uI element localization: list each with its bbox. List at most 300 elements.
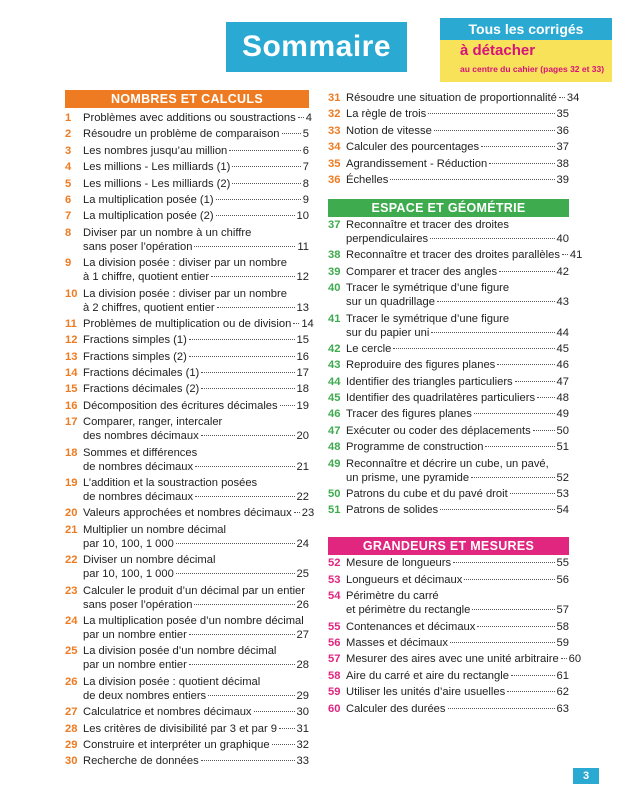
toc-entry-body xyxy=(346,702,569,716)
toc-entry xyxy=(328,107,569,121)
toc-entry-title: Tracer le symétrique d’une figure xyxy=(346,282,510,295)
toc-entry-line xyxy=(83,675,309,689)
toc-entry-title: Échelles xyxy=(346,173,389,186)
toc-entry-body xyxy=(83,476,309,504)
toc-entry-number: 31 xyxy=(328,92,341,104)
toc-entry-body xyxy=(346,342,569,356)
toc-entry-body xyxy=(83,705,309,719)
toc-entry-title: et périmètre du rectangle xyxy=(346,604,471,617)
toc-leader-dots xyxy=(510,493,555,494)
toc-entry-title: sans poser l’opération xyxy=(83,598,193,611)
toc-entry-title: Fractions décimales (1) xyxy=(83,367,200,380)
toc-entry-body xyxy=(346,589,569,617)
toc-entry-number: 3 xyxy=(65,144,72,157)
toc-entry-body xyxy=(346,107,569,121)
toc-entry-body xyxy=(346,157,569,171)
toc-entry xyxy=(65,738,309,752)
toc-entry xyxy=(328,620,569,634)
toc-entry-number: 53 xyxy=(328,573,341,586)
toc-entry xyxy=(328,358,569,372)
corriges-heading: Tous les corrigés xyxy=(440,18,612,40)
toc-entry-page: 23 xyxy=(301,507,315,520)
toc-entry-body xyxy=(346,620,569,634)
toc-entry-page: 24 xyxy=(296,537,309,550)
toc-entry-title: Programme de construction xyxy=(346,441,484,454)
toc-entry-line xyxy=(83,506,315,520)
toc-entry xyxy=(328,391,569,405)
toc-entry-page: 33 xyxy=(296,755,309,768)
toc-entry-body xyxy=(346,457,569,485)
toc-entry-line xyxy=(83,614,309,628)
toc-entry-body xyxy=(346,173,569,187)
toc-entry-number: 24 xyxy=(65,614,78,627)
toc-entry-number: 50 xyxy=(328,488,341,501)
toc-entry-title: par 10, 100, 1 000 xyxy=(83,568,174,581)
toc-entry-line xyxy=(83,226,309,240)
toc-entry-line xyxy=(346,281,569,295)
toc-entry xyxy=(328,652,582,666)
toc-entry-line xyxy=(346,107,569,121)
toc-entry xyxy=(328,487,569,501)
toc-entry-number: 19 xyxy=(65,477,78,490)
toc-entry-line xyxy=(346,503,569,517)
toc-entry-page: 54 xyxy=(556,504,569,517)
toc-entry-body xyxy=(83,127,309,141)
toc-entry-body xyxy=(346,556,569,570)
toc-entry-line xyxy=(346,669,569,683)
toc-entry-number: 59 xyxy=(328,686,341,699)
toc-entry-line xyxy=(346,173,569,187)
toc-entry xyxy=(65,209,309,223)
toc-leader-dots xyxy=(485,446,554,447)
toc-entry-page: 43 xyxy=(556,296,569,309)
toc-entry-line xyxy=(83,738,309,752)
toc-entry-title: Aire du carré et aire du rectangle xyxy=(346,669,509,682)
toc-entry xyxy=(65,333,309,347)
toc-entry-body xyxy=(346,91,580,105)
toc-entry-line xyxy=(346,342,569,356)
toc-entry xyxy=(65,614,309,642)
toc-entry-number: 22 xyxy=(65,554,78,567)
toc-entry-line xyxy=(83,446,309,460)
toc-entry-body xyxy=(83,754,309,768)
toc-entry-page: 5 xyxy=(302,128,309,141)
toc-entry-body xyxy=(83,675,309,703)
toc-entry-line xyxy=(346,424,569,438)
toc-entry-title: Diviser par un nombre à un chiffre xyxy=(83,226,252,239)
toc-entry-number: 37 xyxy=(328,218,341,231)
toc-entry-title: Les critères de divisibilité par 3 et par 9 xyxy=(83,722,278,735)
toc-entry-line xyxy=(346,652,582,666)
toc-entry-title: Contenances et décimaux xyxy=(346,620,476,633)
toc-entry-line xyxy=(346,685,569,699)
toc-entry-title: Utiliser les unités d’aire usuelles xyxy=(346,686,506,699)
toc-leader-dots xyxy=(201,760,295,761)
toc-entry-line xyxy=(83,415,309,429)
toc-entry-line xyxy=(83,705,309,719)
toc-entry-page: 7 xyxy=(302,161,309,174)
toc-entry-line xyxy=(83,301,309,315)
toc-entry-body xyxy=(346,424,569,438)
section-header-espace: ESPACE ET GÉOMÉTRIE xyxy=(328,199,569,217)
toc-entry-line xyxy=(83,240,309,254)
toc-entry-number: 38 xyxy=(328,249,341,262)
toc-entry-number: 32 xyxy=(328,108,341,121)
toc-entry-page: 35 xyxy=(556,108,569,121)
section-header-nombres: NOMBRES ET CALCULS xyxy=(65,90,309,108)
toc-entry-number: 60 xyxy=(328,702,341,715)
toc-entry-page: 9 xyxy=(302,193,309,206)
toc-entry-body xyxy=(83,226,309,254)
toc-entry-body xyxy=(83,160,309,174)
toc-entry xyxy=(328,248,583,262)
toc-entry xyxy=(65,256,309,284)
toc-entry-line xyxy=(346,636,569,650)
toc-entry-page: 42 xyxy=(556,265,569,278)
toc-entry xyxy=(328,503,569,517)
toc-entry-title: Fractions décimales (2) xyxy=(83,383,200,396)
toc-entry-title: La division posée : quotient décimal xyxy=(83,675,261,688)
toc-entry-body xyxy=(346,375,569,389)
toc-entry-page: 31 xyxy=(296,722,309,735)
toc-entry-line xyxy=(83,177,309,191)
toc-entry-page: 8 xyxy=(302,177,309,190)
toc-entry-title: Les millions - Les milliards (2) xyxy=(83,177,231,190)
toc-entry-title: Périmètre du carré xyxy=(346,590,439,603)
toc-entry-line xyxy=(346,702,569,716)
toc-entry-line xyxy=(83,399,309,413)
toc-entry-line xyxy=(83,567,309,581)
toc-entry xyxy=(328,556,569,570)
toc-entry-number: 48 xyxy=(328,441,341,454)
toc-leader-dots xyxy=(232,183,300,184)
toc-entry-line xyxy=(83,193,309,207)
toc-entry-title: L’addition et la soustraction posées xyxy=(83,477,258,490)
toc-entry-number: 51 xyxy=(328,504,341,517)
toc-entry-page: 62 xyxy=(556,686,569,699)
toc-leader-dots xyxy=(189,634,295,635)
toc-entry-title: un prisme, une pyramide xyxy=(346,471,470,484)
toc-leader-dots xyxy=(282,133,301,134)
toc-entry-title: Reconnaître et tracer des droites parallèles xyxy=(346,249,560,262)
toc-entry-title: La division posée : diviser par un nombre xyxy=(83,257,287,270)
toc-leader-dots xyxy=(428,113,554,114)
toc-entry-page: 29 xyxy=(296,689,309,702)
toc-entry xyxy=(65,644,309,672)
toc-entry-number: 14 xyxy=(65,367,78,380)
toc-entry-body xyxy=(346,652,582,666)
toc-entry-number: 52 xyxy=(328,557,341,570)
toc-entry-title: Construire et interpréter un graphique xyxy=(83,738,270,751)
toc-entry-page: 44 xyxy=(556,326,569,339)
toc-entry xyxy=(65,317,314,331)
toc-entry-title: Patrons du cube et du pavé droit xyxy=(346,488,508,501)
toc-entry-title: perpendiculaires xyxy=(346,232,429,245)
toc-entry-page: 45 xyxy=(556,342,569,355)
toc-entry-line xyxy=(83,523,309,537)
toc-entry-line xyxy=(83,333,309,347)
toc-entry-page: 57 xyxy=(556,604,569,617)
toc-entry-page: 14 xyxy=(301,317,314,330)
toc-entry-title: Exécuter ou coder des déplacements xyxy=(346,424,531,437)
toc-entry-line xyxy=(346,358,569,372)
toc-entry-title: à 1 chiffre, quotient entier xyxy=(83,271,210,284)
toc-entry xyxy=(328,457,569,485)
toc-entry-page: 16 xyxy=(296,350,309,363)
toc-entry-line xyxy=(83,350,309,364)
toc-leader-dots xyxy=(201,435,295,436)
toc-entry-page: 52 xyxy=(556,471,569,484)
toc-entry-page: 56 xyxy=(556,573,569,586)
toc-entry-title: Diviser un nombre décimal xyxy=(83,554,216,567)
toc-entry-line xyxy=(346,391,569,405)
toc-entry-page: 49 xyxy=(556,408,569,421)
toc-entry-title: Reproduire des figures planes xyxy=(346,359,496,372)
toc-entry-number: 55 xyxy=(328,620,341,633)
toc-leader-dots xyxy=(189,339,295,340)
toc-entry-line xyxy=(346,375,569,389)
page-title: Sommaire xyxy=(226,22,407,72)
toc-entry-page: 37 xyxy=(556,141,569,154)
toc-entry xyxy=(328,312,569,340)
toc-entry-page: 48 xyxy=(556,392,569,405)
toc-entry-body xyxy=(83,287,309,315)
toc-entry xyxy=(65,127,309,141)
toc-entry-body xyxy=(346,140,569,154)
toc-leader-dots xyxy=(189,664,295,665)
toc-entry xyxy=(65,675,309,703)
toc-entry-line xyxy=(346,265,569,279)
toc-leader-dots xyxy=(450,642,555,643)
toc-entry-page: 41 xyxy=(569,249,583,262)
toc-entry-page: 17 xyxy=(296,367,309,380)
toc-entry-body xyxy=(83,644,309,672)
toc-entry-page: 30 xyxy=(296,706,309,719)
toc-entry-body xyxy=(83,584,309,612)
toc-leader-dots xyxy=(189,356,295,357)
toc-entry-line xyxy=(346,248,583,262)
toc-entry xyxy=(65,722,309,736)
toc-entry xyxy=(65,382,309,396)
toc-entry-line xyxy=(83,317,314,331)
toc-entry-number: 6 xyxy=(65,193,72,206)
toc-entry-number: 16 xyxy=(65,399,78,412)
toc-entry-line xyxy=(83,553,309,567)
toc-entry-page: 46 xyxy=(556,359,569,372)
toc-leader-dots xyxy=(294,512,300,513)
toc-leader-dots xyxy=(195,496,294,497)
toc-leader-dots xyxy=(390,179,554,180)
toc-entry xyxy=(65,584,309,612)
toc-entry xyxy=(328,424,569,438)
toc-entry-title: Décomposition des écritures décimales xyxy=(83,399,278,412)
toc-entry-title: Notion de vitesse xyxy=(346,124,432,137)
toc-entry-line xyxy=(83,429,309,443)
toc-entry-page: 39 xyxy=(556,173,569,186)
toc-entry-number: 43 xyxy=(328,359,341,372)
toc-entry-number: 11 xyxy=(65,317,77,330)
toc-entry xyxy=(65,705,309,719)
toc-entry xyxy=(65,144,309,158)
toc-entry-page: 58 xyxy=(556,620,569,633)
toc-entry-line xyxy=(83,160,309,174)
toc-entry-number: 2 xyxy=(65,128,72,141)
toc-entry-body xyxy=(83,350,309,364)
toc-entry-page: 34 xyxy=(566,92,580,104)
toc-entry-body xyxy=(346,124,569,138)
toc-entry-number: 46 xyxy=(328,408,341,421)
toc-entry-body xyxy=(83,177,309,191)
toc-entry-title: de nombres décimaux xyxy=(83,460,194,473)
toc-entry xyxy=(328,702,569,716)
toc-leader-dots xyxy=(448,708,555,709)
toc-entry xyxy=(328,124,569,138)
toc-entry-number: 30 xyxy=(65,755,78,768)
toc-leader-dots xyxy=(431,332,554,333)
toc-entry-title: Mesurer des aires avec une unité arbitraire xyxy=(346,653,559,666)
toc-entry-number: 28 xyxy=(65,722,78,735)
toc-leader-dots xyxy=(430,238,554,239)
toc-entry-line xyxy=(83,537,309,551)
toc-leader-dots xyxy=(195,466,294,467)
toc-leader-dots xyxy=(293,323,299,324)
toc-leader-dots xyxy=(211,276,295,277)
toc-entry-body xyxy=(346,312,569,340)
toc-leader-dots xyxy=(499,271,554,272)
toc-list-nombres xyxy=(65,111,315,768)
toc-entry xyxy=(328,173,569,187)
toc-entry-page: 63 xyxy=(556,702,569,715)
toc-entry-body xyxy=(83,111,312,125)
toc-entry-title: Résoudre un problème de comparaison xyxy=(83,128,280,141)
left-column xyxy=(65,90,315,768)
toc-entry-body xyxy=(346,503,569,517)
toc-entry-title: Identifier des quadrilatères particuliers xyxy=(346,392,536,405)
toc-entry-line xyxy=(83,644,309,658)
toc-entry-page: 18 xyxy=(296,383,309,396)
toc-entry-title: sur un quadrillage xyxy=(346,296,435,309)
toc-entry-title: Calculatrice et nombres décimaux xyxy=(83,706,252,719)
toc-entry-body xyxy=(346,440,569,454)
toc-entry-line xyxy=(83,270,309,284)
toc-entry-page: 25 xyxy=(296,568,309,581)
toc-entry-title: Sommes et différences xyxy=(83,446,198,459)
toc-entry-page: 15 xyxy=(296,334,309,347)
toc-entry-number: 8 xyxy=(65,226,72,239)
toc-entry-title: La division posée d’un nombre décimal xyxy=(83,645,277,658)
toc-leader-dots xyxy=(559,97,565,98)
toc-entry-line xyxy=(83,111,312,125)
toc-entry-title: à 2 chiffres, quotient entier xyxy=(83,301,215,314)
toc-entry-title: Les nombres jusqu’au million xyxy=(83,144,228,157)
toc-entry-body xyxy=(346,407,569,421)
toc-leader-dots xyxy=(194,246,295,247)
toc-entry xyxy=(65,476,309,504)
toc-entry-line xyxy=(346,326,569,340)
toc-entry xyxy=(328,281,569,309)
toc-leader-dots xyxy=(464,579,554,580)
toc-entry-line xyxy=(346,589,569,603)
corriges-detach-label: à détacher xyxy=(460,42,536,59)
toc-entry-number: 26 xyxy=(65,675,78,688)
toc-entry-body xyxy=(346,573,569,587)
toc-entry-line xyxy=(346,457,569,471)
toc-entry-number: 17 xyxy=(65,416,78,429)
toc-entry-title: par un nombre entier xyxy=(83,628,187,641)
toc-list-espace xyxy=(328,218,583,517)
toc-entry-page: 50 xyxy=(556,424,569,437)
toc-entry-number: 15 xyxy=(65,383,78,396)
toc-entry-body xyxy=(346,487,569,501)
toc-leader-dots xyxy=(208,695,294,696)
toc-entry-page: 47 xyxy=(556,375,569,388)
toc-entry-title: Problèmes avec additions ou soustractions xyxy=(83,112,296,124)
toc-entry-line xyxy=(346,232,569,246)
toc-entry-page: 27 xyxy=(296,628,309,641)
toc-entry-page: 36 xyxy=(556,124,569,137)
toc-entry-line xyxy=(346,91,580,105)
toc-entry-body xyxy=(83,738,309,752)
toc-leader-dots xyxy=(437,301,555,302)
toc-list-nombres-continued xyxy=(328,91,580,187)
toc-entry-title: des nombres décimaux xyxy=(83,430,199,443)
toc-leader-dots xyxy=(194,604,294,605)
toc-entry-number: 56 xyxy=(328,636,341,649)
toc-entry xyxy=(65,177,309,191)
toc-entry-title: Le cercle xyxy=(346,342,392,355)
toc-leader-dots xyxy=(434,130,555,131)
toc-entry-body xyxy=(83,209,309,223)
toc-entry-body xyxy=(83,333,309,347)
toc-entry-title: sans poser l’opération xyxy=(83,240,193,253)
toc-entry-body xyxy=(83,256,309,284)
toc-entry-page: 61 xyxy=(556,669,569,682)
toc-entry-title: de nombres décimaux xyxy=(83,491,194,504)
toc-leader-dots xyxy=(477,626,554,627)
toc-entry xyxy=(328,407,569,421)
toc-entry-title: Problèmes de multiplication ou de division xyxy=(83,317,292,330)
toc-entry-line xyxy=(83,127,309,141)
toc-entry-number: 39 xyxy=(328,265,341,278)
toc-leader-dots xyxy=(489,163,554,164)
toc-entry-title: Recherche de données xyxy=(83,755,199,768)
toc-entry-title: Longueurs et décimaux xyxy=(346,573,463,586)
toc-entry-line xyxy=(83,628,309,642)
toc-entry-number: 49 xyxy=(328,457,341,470)
toc-entry-line xyxy=(346,556,569,570)
right-column xyxy=(328,90,583,716)
toc-entry-body xyxy=(346,391,569,405)
toc-leader-dots xyxy=(497,364,554,365)
toc-entry-page: 51 xyxy=(556,441,569,454)
toc-entry-body xyxy=(346,265,569,279)
toc-leader-dots xyxy=(272,744,295,745)
toc-entry-page: 28 xyxy=(296,659,309,672)
toc-entry-title: La multiplication posée d’un nombre décimal xyxy=(83,614,304,627)
toc-entry-number: 4 xyxy=(65,161,72,174)
toc-entry xyxy=(65,350,309,364)
toc-entry-line xyxy=(83,209,309,223)
toc-leader-dots xyxy=(216,215,295,216)
toc-entry-number: 58 xyxy=(328,669,341,682)
toc-entry xyxy=(65,193,309,207)
toc-entry-title: Tracer le symétrique d’une figure xyxy=(346,312,510,325)
toc-entry-number: 47 xyxy=(328,424,341,437)
toc-leader-dots xyxy=(280,405,295,406)
toc-entry-title: Comparer et tracer des angles xyxy=(346,265,498,278)
toc-entry-number: 34 xyxy=(328,141,341,154)
toc-entry-page: 10 xyxy=(296,210,309,223)
